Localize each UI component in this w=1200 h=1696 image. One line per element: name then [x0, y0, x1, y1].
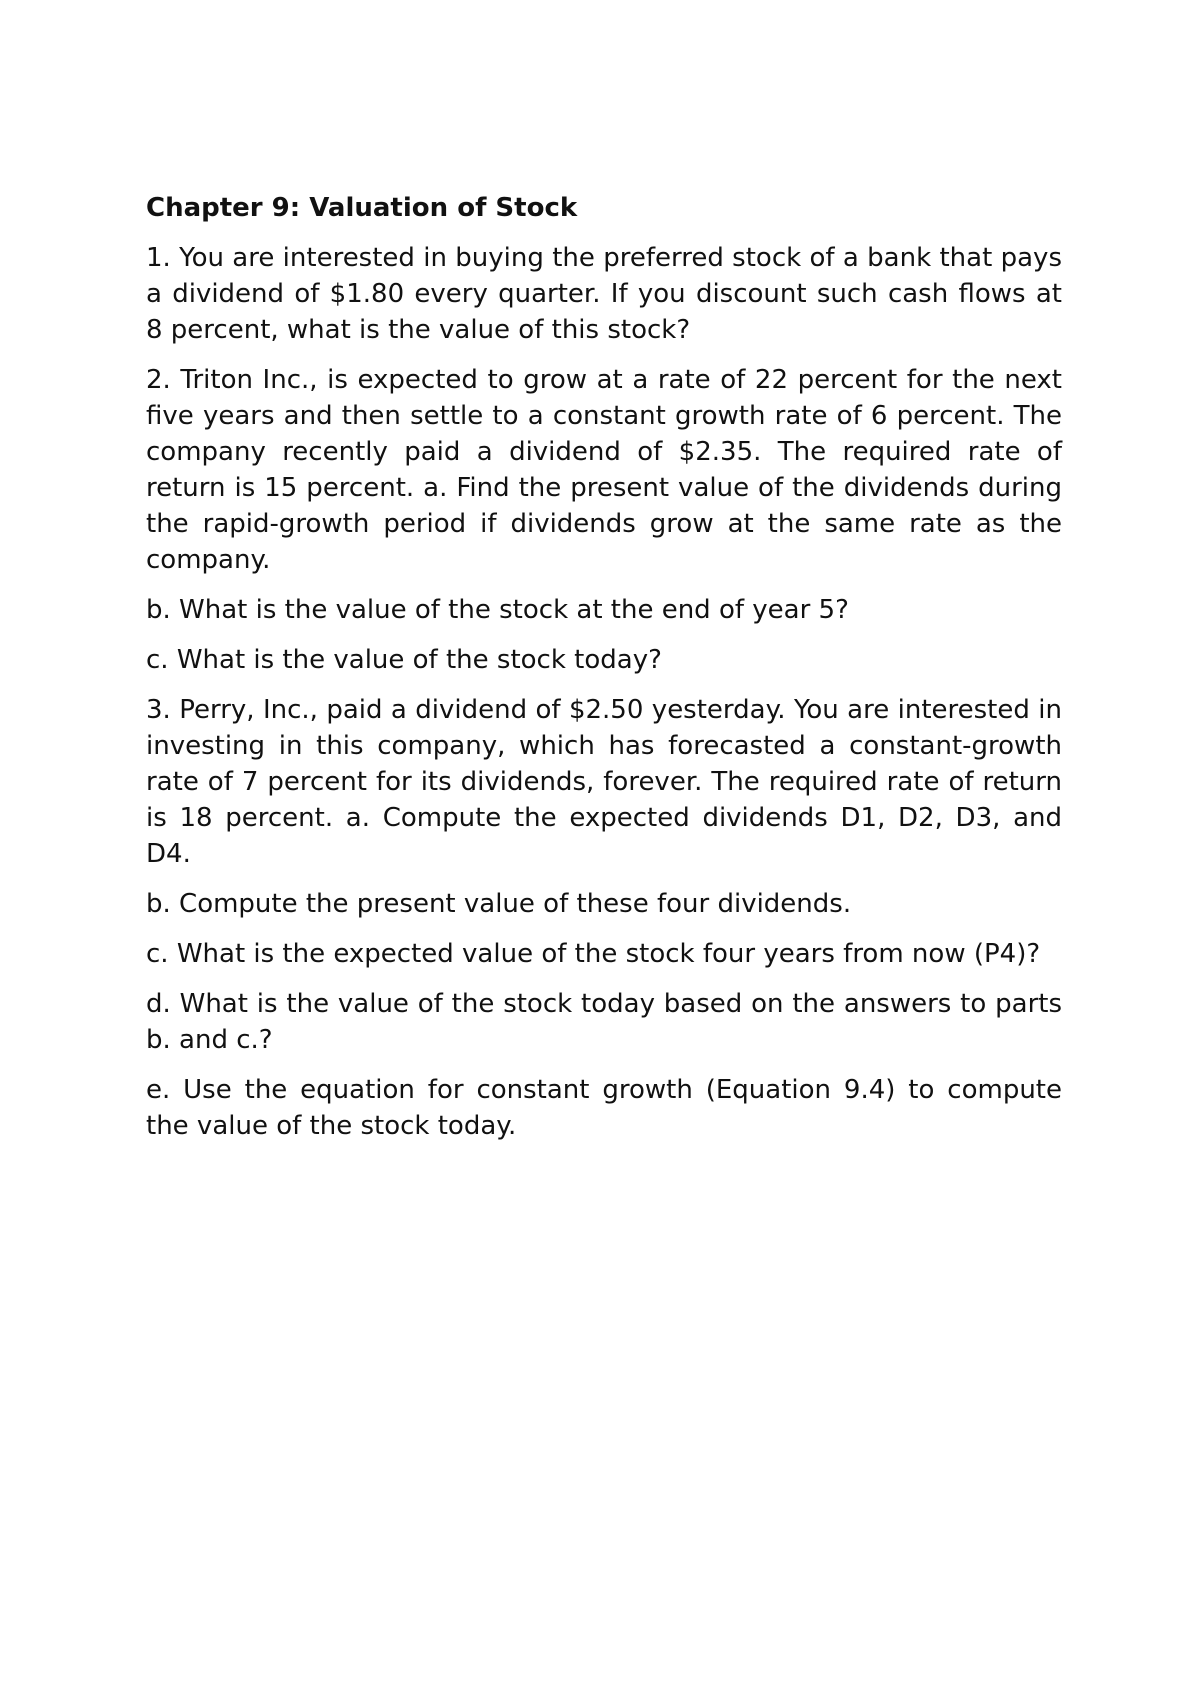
chapter-title: Chapter 9: Valuation of Stock [146, 193, 578, 223]
question-3b: b. Compute the present value of these four dividends. [146, 889, 852, 919]
question-3c: c. What is the expected value of the stock four years from now (P4)? [146, 939, 1041, 969]
document-body [146, 190, 1062, 1158]
question-2b: b. What is the value of the stock at the end of year 5? [146, 595, 849, 625]
question-2c: c. What is the value of the stock today? [146, 645, 662, 675]
question-2a: 2. Triton Inc., is expected to grow at a rate of 22 percent for the next five years and then settle to a constant growth rate of 6 percent. The company recently paid a dividend of $2.35. The required rate of return is 15 percent. a. Find the present value of the dividends during the rapid-growth period if dividends grow at the same rate as the company. [146, 365, 1062, 575]
question-3a: 3. Perry, Inc., paid a dividend of $2.50 yesterday. You are interested in investing in this company, which has forecasted a constant-growth rate of 7 percent for its dividends, forever. The required rate of return is 18 percent. a. Compute the expected dividends D1, D2, D3, and D4. [146, 695, 1062, 869]
question-1: 1. You are interested in buying the preferred stock of a bank that pays a dividend of $1.80 every quarter. If you discount such cash flows at 8 percent, what is the value of this stock? [146, 243, 1062, 345]
question-3e: e. Use the equation for constant growth (Equation 9.4) to compute the value of the stock today. [146, 1075, 1062, 1141]
question-3d: d. What is the value of the stock today based on the answers to parts b. and c.? [146, 989, 1062, 1055]
